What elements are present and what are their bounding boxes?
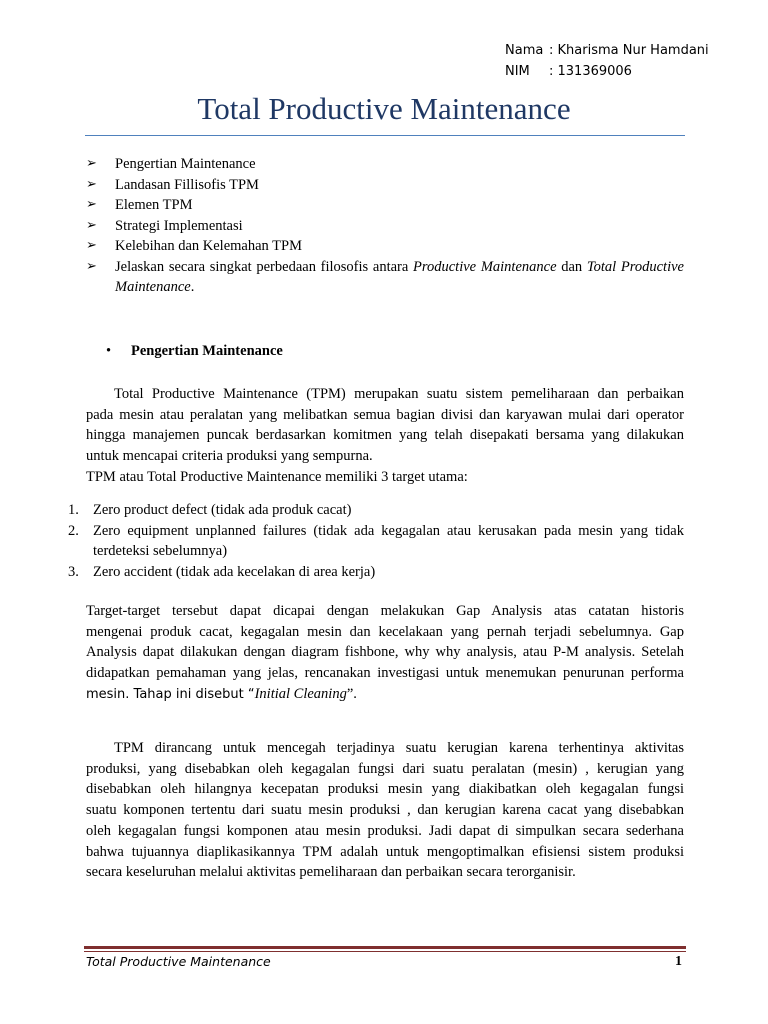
paragraph-line: Analysis dapat dilakukan dengan diagram fishbone, why why analysis, atau P-M analysis. Setelah (86, 644, 684, 661)
targets-list (68, 500, 684, 583)
paragraph-tpm-purpose (86, 738, 684, 883)
toc-question-term-2: Total Productive Maintenance (115, 258, 684, 295)
section-heading-label: Pengertian Maintenance (131, 343, 283, 359)
author-nim-line (505, 61, 632, 82)
target-item (68, 521, 684, 562)
toc-item-label: Pengertian Maintenance (115, 156, 256, 172)
toc-item-label: Elemen TPM (115, 197, 193, 213)
initial-cleaning-end: ”. (346, 685, 357, 702)
toc-question-text-3: . (190, 279, 195, 295)
paragraph-targets-intro (86, 467, 684, 488)
footer-title: Total Productive Maintenance (86, 954, 271, 969)
paragraph-line: produksi, yang disebabkan oleh kegagalan fungsi dari suatu peralatan (mesin) , kerugian yang (86, 760, 684, 777)
paragraph-intro (86, 384, 684, 467)
round-bullet-icon: • (106, 343, 112, 359)
paragraph-line: TPM dirancang untuk mencegah terjadinya suatu kerugian karena terhentinya aktivitas (114, 740, 684, 756)
initial-cleaning-term: Initial Cleaning (254, 685, 347, 702)
paragraph-line: Total Productive Maintenance (TPM) merupakan suatu sistem pemeliharaan dan perbaikan (114, 386, 684, 402)
toc-question-text-1: Jelaskan secara singkat perbedaan filosofis antara (115, 258, 414, 275)
paragraph-line: secara keseluruhan melalui aktivitas pemeliharaan dan perbaikan secara terorganisir. (86, 864, 576, 881)
toc-question-text-2: dan (556, 258, 587, 275)
initial-cleaning-lead: mesin. Tahap ini disebut “ (86, 686, 255, 702)
paragraph-line: untuk mencapai criteria produksi yang sempurna. (86, 448, 373, 465)
arrow-bullet-icon: ➢ (86, 217, 97, 233)
paragraph-line: TPM atau Total Productive Maintenance memiliki 3 target utama: (86, 469, 468, 485)
target-number: 3. (68, 564, 79, 581)
paragraph-line: suatu komponen tertentu dari suatu mesin produksi , dan kerugian karena cacat yang disebabkan (86, 802, 684, 819)
toc-item (86, 216, 684, 237)
target-text: Zero product defect (tidak ada produk cacat) (93, 502, 352, 518)
paragraph-line: mengenai produk cacat, kegagalan mesin dan kecelakaan yang pernah terjadi sebelumnya. Gap (86, 623, 684, 640)
paragraph-line: bahwa tujuannya diaplikasikannya TPM adalah untuk mengoptimalkan efisiensi sistem produksi (86, 843, 684, 860)
toc-question-term-1: Productive Maintenance (413, 258, 557, 275)
target-item (68, 562, 684, 583)
paragraph-line: didapatkan pemahaman yang jelas, rencanakan investigasi untuk menemukan penurunan performa (86, 665, 684, 682)
toc-item-label: Kelebihan dan Kelemahan TPM (115, 238, 302, 254)
toc-item-label: Landasan Fillisofis TPM (115, 176, 259, 193)
paragraph-line: hingga manajemen puncak berdasarkan komitmen yang telah disepakati bersama yang dilakukan (86, 427, 684, 444)
arrow-bullet-icon: ➢ (86, 176, 97, 192)
target-number: 1. (68, 502, 79, 518)
author-name-line (505, 40, 709, 61)
toc-item (86, 236, 684, 257)
title-underline (85, 135, 685, 136)
paragraph-line-initial-cleaning (86, 684, 684, 706)
arrow-bullet-icon: ➢ (86, 258, 97, 274)
paragraph-line: pada mesin atau peralatan yang melibatkan semua bagian divisi dan karyawan mulai dari operator (86, 406, 684, 423)
target-item (68, 500, 684, 521)
paragraph-line: oleh kegagalan fungsi komponen atau mesin produksi. Jadi dapat di simpulkan secara sederhana (86, 822, 684, 839)
target-text: Zero equipment unplanned failures (tidak ada kegagalan atau kerusakan pada mesin yang tidak terdeteksi sebelumnya) (93, 522, 684, 560)
author-nim-value: : 131369006 (549, 64, 632, 79)
target-text: Zero accident (tidak ada kecelakan di area kerja) (93, 564, 376, 581)
toc-item (86, 175, 684, 196)
toc-list (86, 154, 684, 298)
page-number: 1 (675, 954, 682, 969)
paragraph-line: disebabkan oleh hilangnya kecepatan produksi mesin yang diakibatkan oleh kegagalan fungsi (86, 781, 684, 798)
paragraph-line: Target-target tersebut dapat dicapai dengan melakukan Gap Analysis atas catatan historis (86, 603, 684, 619)
toc-item (86, 154, 684, 175)
arrow-bullet-icon: ➢ (86, 156, 97, 171)
arrow-bullet-icon: ➢ (86, 197, 97, 212)
section-heading (106, 341, 283, 361)
target-number: 2. (68, 522, 79, 539)
toc-item (86, 195, 684, 216)
paragraph-gap-analysis (86, 601, 684, 706)
author-nim-label: NIM (505, 64, 530, 79)
document-title: Total Productive Maintenance (197, 91, 571, 126)
footer-rule-thick (84, 946, 686, 949)
toc-item-question (86, 257, 684, 298)
author-name-label: Nama (505, 43, 544, 58)
author-name-value: : Kharisma Nur Hamdani (549, 43, 709, 58)
toc-item-label: Strategi Implementasi (115, 217, 243, 234)
arrow-bullet-icon: ➢ (86, 238, 97, 253)
